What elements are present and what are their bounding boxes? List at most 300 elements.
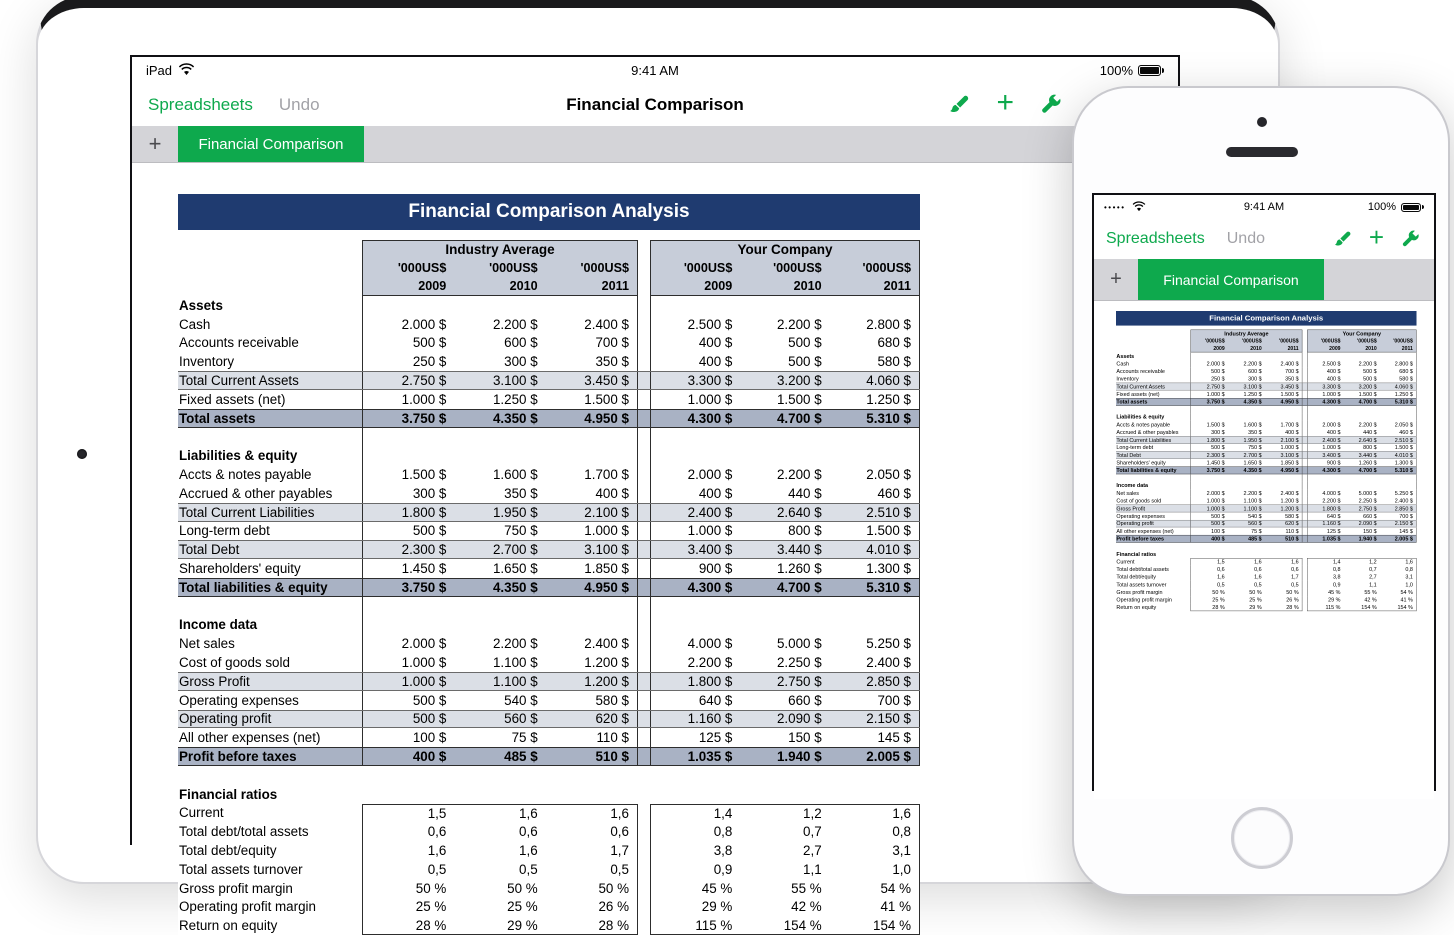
value-cell[interactable]: 3,8 (713, 843, 733, 858)
value-cell[interactable]: 55 % (1364, 589, 1377, 596)
value-cell[interactable]: 1,6 (1254, 573, 1262, 580)
row-label-cell[interactable]: Accts & notes payable (179, 467, 312, 483)
group-title-cell[interactable]: Your Company (737, 242, 833, 257)
row-label-cell[interactable]: Gross profit margin (1116, 589, 1163, 596)
value-cell[interactable]: 2.700 $ (492, 542, 538, 558)
value-cell[interactable]: 2.800 $ (1394, 360, 1413, 367)
value-cell[interactable]: 1,7 (610, 843, 629, 858)
value-cell[interactable]: 42 % (1364, 596, 1377, 603)
value-cell[interactable]: 1,0 (1405, 581, 1413, 588)
value-cell[interactable]: 0,9 (1332, 581, 1341, 588)
value-cell[interactable]: 400 $ (1326, 429, 1341, 436)
value-cell[interactable]: 4.300 $ (1322, 398, 1341, 405)
value-cell[interactable]: 0,5 (610, 861, 629, 877)
value-cell[interactable]: 2.400 $ (1394, 497, 1413, 504)
value-cell[interactable]: 25 % (1249, 596, 1262, 603)
value-cell[interactable]: 900 $ (698, 561, 733, 577)
value-cell[interactable]: 2.000 $ (401, 316, 447, 332)
value-cell[interactable]: 0,8 (1405, 566, 1413, 573)
value-cell[interactable]: 0,8 (713, 824, 733, 840)
value-cell[interactable]: 1,1 (1369, 581, 1377, 588)
value-cell[interactable]: 1.250 $ (492, 391, 538, 407)
value-cell[interactable]: 1.700 $ (584, 467, 629, 483)
spreadsheets-back-button[interactable]: Spreadsheets (148, 94, 253, 114)
row-label-cell[interactable]: Cost of goods sold (1116, 497, 1162, 504)
value-cell[interactable]: 1,6 (892, 805, 911, 821)
value-cell[interactable]: 2.200 $ (687, 655, 733, 671)
value-cell[interactable]: 1.000 $ (401, 673, 447, 689)
value-cell[interactable]: 25 % (1212, 596, 1225, 603)
value-cell[interactable]: 55 % (791, 880, 822, 896)
value-cell[interactable]: 500 $ (1211, 444, 1225, 451)
value-cell[interactable]: 580 $ (1285, 512, 1299, 520)
value-cell[interactable]: 1.940 $ (1358, 535, 1377, 542)
value-cell[interactable]: 3.100 $ (492, 373, 538, 389)
value-cell[interactable]: 154 % (1397, 604, 1413, 611)
value-cell[interactable]: 440 $ (788, 485, 822, 501)
value-cell[interactable]: 680 $ (877, 335, 911, 351)
value-cell[interactable]: 500 $ (412, 523, 447, 539)
value-cell[interactable]: 1,4 (713, 805, 733, 821)
row-label-cell[interactable]: Total assets (179, 410, 256, 426)
value-cell[interactable]: 1.200 $ (1280, 505, 1299, 512)
value-cell[interactable]: 2,7 (803, 843, 822, 858)
value-cell[interactable]: 640 $ (1326, 512, 1341, 520)
value-cell[interactable]: 3.750 $ (1206, 467, 1225, 474)
value-cell[interactable]: 350 $ (595, 354, 629, 370)
value-cell[interactable]: 2.400 $ (866, 655, 911, 671)
value-cell[interactable]: 26 % (1286, 596, 1299, 603)
group-title-cell[interactable]: Your Company (1342, 330, 1382, 337)
value-cell[interactable]: 1.950 $ (1243, 436, 1262, 443)
value-cell[interactable]: 1.035 $ (1322, 535, 1341, 542)
row-label-cell[interactable]: Liabilities & equity (179, 448, 298, 464)
value-cell[interactable]: 1,6 (1405, 558, 1413, 565)
value-cell[interactable]: 150 $ (788, 730, 822, 746)
row-label-cell[interactable]: Cash (1116, 360, 1130, 367)
row-label-cell[interactable]: Operating profit margin (1116, 596, 1172, 603)
row-label-cell[interactable]: Total liabilities & equity (179, 579, 328, 595)
value-cell[interactable]: 500 $ (1363, 375, 1377, 382)
value-cell[interactable]: 400 $ (698, 335, 733, 351)
row-label-cell[interactable]: Income data (179, 617, 258, 633)
value-cell[interactable]: 3.450 $ (1280, 383, 1299, 390)
value-cell[interactable]: 460 $ (877, 485, 911, 501)
row-label-cell[interactable]: Profit before taxes (179, 749, 297, 765)
value-cell[interactable]: 3.100 $ (1243, 383, 1262, 390)
value-cell[interactable]: 1.300 $ (866, 561, 911, 577)
value-cell[interactable]: 0,5 (1254, 581, 1262, 588)
value-cell[interactable]: 500 $ (1363, 368, 1377, 375)
value-cell[interactable]: 2.800 $ (866, 316, 911, 332)
value-cell[interactable]: 2.250 $ (1358, 497, 1377, 504)
year-cell[interactable]: 2009 (1213, 345, 1225, 352)
value-cell[interactable]: 110 $ (596, 730, 629, 746)
unit-cell[interactable]: '000US$ (683, 261, 733, 275)
value-cell[interactable]: 485 $ (1248, 535, 1262, 542)
year-cell[interactable]: 2010 (793, 279, 822, 293)
value-cell[interactable]: 1,5 (427, 805, 447, 821)
value-cell[interactable]: 600 $ (504, 335, 538, 351)
value-cell[interactable]: 400 $ (1285, 429, 1299, 436)
value-cell[interactable]: 2.050 $ (866, 467, 911, 483)
value-cell[interactable]: 350 $ (504, 485, 538, 501)
value-cell[interactable]: 0,6 (1254, 566, 1262, 573)
value-cell[interactable]: 1.100 $ (492, 655, 538, 671)
value-cell[interactable]: 41 % (880, 899, 911, 915)
value-cell[interactable]: 1.250 $ (1243, 391, 1262, 398)
tools-wrench-icon[interactable] (1401, 230, 1420, 249)
row-label-cell[interactable]: Gross Profit (179, 673, 250, 689)
row-label-cell[interactable]: Cash (179, 316, 211, 332)
value-cell[interactable]: 3,8 (1332, 573, 1341, 580)
value-cell[interactable]: 2.150 $ (866, 711, 911, 727)
value-cell[interactable]: 41 % (1400, 596, 1413, 603)
unit-cell[interactable]: '000US$ (397, 261, 447, 275)
add-sheet-button[interactable]: + (148, 131, 162, 156)
row-label-cell[interactable]: Long-term debt (1116, 444, 1154, 451)
value-cell[interactable]: 500 $ (412, 692, 447, 708)
value-cell[interactable]: 2.400 $ (1322, 436, 1341, 443)
value-cell[interactable]: 75 $ (511, 730, 538, 746)
value-cell[interactable]: 620 $ (595, 711, 629, 727)
value-cell[interactable]: 1.850 $ (584, 561, 629, 577)
row-label-cell[interactable]: Total debt/total assets (1116, 566, 1169, 573)
value-cell[interactable]: 1,6 (1254, 558, 1262, 565)
value-cell[interactable]: 45 % (701, 880, 733, 896)
value-cell[interactable]: 440 $ (1363, 429, 1377, 436)
sheet-title-cell[interactable]: Financial Comparison Analysis (178, 194, 920, 230)
value-cell[interactable]: 1.800 $ (401, 504, 447, 520)
value-cell[interactable]: 5.000 $ (776, 636, 822, 652)
value-cell[interactable]: 3,1 (892, 843, 911, 858)
value-cell[interactable]: 3.300 $ (687, 373, 733, 389)
value-cell[interactable]: 100 $ (1211, 528, 1225, 535)
group-title-cell[interactable]: Industry Average (1224, 330, 1269, 337)
unit-cell[interactable]: '000US$ (862, 261, 911, 275)
value-cell[interactable]: 1.950 $ (492, 504, 538, 520)
row-label-cell[interactable]: Financial ratios (1116, 551, 1157, 558)
value-cell[interactable]: 1.500 $ (1394, 444, 1413, 451)
undo-button[interactable]: Undo (1226, 230, 1265, 247)
value-cell[interactable]: 50 % (1212, 589, 1225, 596)
value-cell[interactable]: 580 $ (1399, 375, 1413, 382)
value-cell[interactable]: 2.640 $ (776, 504, 822, 520)
value-cell[interactable]: 1,1 (803, 861, 822, 877)
row-label-cell[interactable]: Gross Profit (1116, 505, 1146, 512)
value-cell[interactable]: 28 % (598, 917, 629, 933)
row-label-cell[interactable]: Assets (179, 297, 223, 313)
value-cell[interactable]: 2.400 $ (1280, 360, 1299, 367)
unit-cell[interactable]: '000US$ (489, 261, 538, 275)
value-cell[interactable]: 300 $ (1248, 375, 1262, 382)
value-cell[interactable]: 1.160 $ (1322, 520, 1341, 527)
row-label-cell[interactable]: Total debt/equity (179, 843, 277, 858)
value-cell[interactable]: 750 $ (504, 523, 538, 539)
value-cell[interactable]: 1.500 $ (1280, 391, 1299, 398)
value-cell[interactable]: 4.350 $ (492, 579, 538, 595)
value-cell[interactable]: 460 $ (1399, 429, 1413, 436)
value-cell[interactable]: 28 % (1212, 604, 1225, 611)
value-cell[interactable]: 2.090 $ (776, 711, 822, 727)
value-cell[interactable]: 1.000 $ (1206, 505, 1225, 512)
value-cell[interactable]: 1.800 $ (1206, 436, 1225, 443)
value-cell[interactable]: 125 $ (1326, 528, 1341, 535)
row-label-cell[interactable]: Operating profit (1116, 520, 1154, 527)
value-cell[interactable]: 54 % (880, 880, 911, 896)
value-cell[interactable]: 3.100 $ (1280, 452, 1299, 459)
year-cell[interactable]: 2011 (1401, 345, 1413, 352)
value-cell[interactable]: 1.000 $ (401, 391, 447, 407)
value-cell[interactable]: 1.100 $ (1243, 497, 1262, 504)
row-label-cell[interactable]: All other expenses (net) (179, 730, 321, 746)
value-cell[interactable]: 2.300 $ (401, 542, 447, 558)
add-sheet-button[interactable]: + (1110, 268, 1122, 290)
value-cell[interactable]: 1,6 (519, 805, 538, 821)
row-label-cell[interactable]: Total Debt (179, 542, 240, 558)
value-cell[interactable]: 1.500 $ (776, 391, 822, 407)
row-label-cell[interactable]: Total liabilities & equity (1116, 467, 1177, 474)
value-cell[interactable]: 50 % (598, 880, 629, 896)
value-cell[interactable]: 1.500 $ (1358, 391, 1377, 398)
row-label-cell[interactable]: Total Current Liabilities (179, 504, 315, 520)
value-cell[interactable]: 1.000 $ (401, 655, 447, 671)
row-label-cell[interactable]: Net sales (179, 636, 235, 652)
value-cell[interactable]: 29 % (1328, 596, 1341, 603)
year-cell[interactable]: 2009 (418, 279, 447, 293)
value-cell[interactable]: 1,6 (519, 843, 538, 858)
value-cell[interactable]: 620 $ (1285, 520, 1299, 527)
value-cell[interactable]: 50 % (1249, 589, 1262, 596)
value-cell[interactable]: 1,0 (892, 861, 911, 877)
value-cell[interactable]: 3.400 $ (687, 542, 733, 558)
year-cell[interactable]: 2010 (1250, 345, 1262, 352)
value-cell[interactable]: 2.200 $ (1243, 490, 1262, 497)
value-cell[interactable]: 400 $ (1326, 368, 1341, 375)
value-cell[interactable]: 1.600 $ (1243, 421, 1262, 428)
value-cell[interactable]: 500 $ (788, 335, 822, 351)
value-cell[interactable]: 3.750 $ (1206, 398, 1225, 405)
value-cell[interactable]: 1,5 (1217, 558, 1225, 565)
value-cell[interactable]: 1,6 (427, 843, 447, 858)
value-cell[interactable]: 1.250 $ (866, 391, 911, 407)
row-label-cell[interactable]: Accts & notes payable (1116, 421, 1171, 428)
value-cell[interactable]: 510 $ (595, 749, 629, 765)
value-cell[interactable]: 26 % (598, 899, 629, 915)
value-cell[interactable]: 4.700 $ (776, 410, 822, 426)
year-cell[interactable]: 2010 (1365, 345, 1377, 352)
value-cell[interactable]: 540 $ (504, 692, 538, 708)
value-cell[interactable]: 1.800 $ (687, 673, 733, 689)
value-cell[interactable]: 2.050 $ (1394, 421, 1413, 428)
value-cell[interactable]: 400 $ (595, 485, 629, 501)
value-cell[interactable]: 700 $ (1399, 512, 1413, 520)
value-cell[interactable]: 500 $ (1211, 368, 1225, 375)
row-label-cell[interactable]: Fixed assets (net) (179, 391, 286, 407)
value-cell[interactable]: 350 $ (1248, 429, 1262, 436)
value-cell[interactable]: 2.100 $ (1280, 436, 1299, 443)
value-cell[interactable]: 3.300 $ (1322, 383, 1341, 390)
value-cell[interactable]: 1.300 $ (1394, 459, 1413, 466)
row-label-cell[interactable]: Accrued & other payables (1116, 429, 1179, 436)
value-cell[interactable]: 4.950 $ (1280, 467, 1299, 474)
value-cell[interactable]: 500 $ (412, 711, 447, 727)
value-cell[interactable]: 1,4 (1332, 558, 1341, 565)
value-cell[interactable]: 4.000 $ (1322, 490, 1341, 497)
insert-plus-icon[interactable]: + (996, 86, 1014, 119)
row-label-cell[interactable]: Income data (1116, 482, 1149, 489)
row-label-cell[interactable]: Accrued & other payables (179, 485, 333, 501)
row-label-cell[interactable]: Inventory (179, 354, 235, 370)
value-cell[interactable]: 2.150 $ (1394, 520, 1413, 527)
value-cell[interactable]: 300 $ (504, 354, 538, 370)
value-cell[interactable]: 2.500 $ (687, 316, 733, 332)
value-cell[interactable]: 2.000 $ (1206, 490, 1225, 497)
value-cell[interactable]: 29 % (1249, 604, 1262, 611)
value-cell[interactable]: 0,5 (519, 861, 538, 877)
value-cell[interactable]: 2.000 $ (687, 467, 733, 483)
value-cell[interactable]: 3.450 $ (584, 373, 629, 389)
value-cell[interactable]: 0,6 (610, 824, 629, 840)
value-cell[interactable]: 300 $ (412, 485, 447, 501)
group-title-cell[interactable]: Industry Average (445, 242, 555, 257)
value-cell[interactable]: 800 $ (1363, 444, 1377, 451)
row-label-cell[interactable]: Fixed assets (net) (1116, 391, 1160, 398)
value-cell[interactable]: 0,5 (1291, 581, 1299, 588)
unit-cell[interactable]: '000US$ (1357, 338, 1377, 344)
year-cell[interactable]: 2009 (1329, 345, 1341, 352)
value-cell[interactable]: 3.400 $ (1322, 452, 1341, 459)
value-cell[interactable]: 1,7 (1291, 573, 1299, 580)
value-cell[interactable]: 1.200 $ (584, 673, 629, 689)
value-cell[interactable]: 400 $ (412, 749, 447, 765)
year-cell[interactable]: 2011 (601, 279, 629, 293)
value-cell[interactable]: 300 $ (1211, 429, 1225, 436)
value-cell[interactable]: 4.350 $ (492, 410, 538, 426)
value-cell[interactable]: 4.350 $ (1243, 398, 1262, 405)
value-cell[interactable]: 5.310 $ (866, 579, 911, 595)
value-cell[interactable]: 2.300 $ (1206, 452, 1225, 459)
value-cell[interactable]: 2.090 $ (1358, 520, 1377, 527)
value-cell[interactable]: 0,8 (892, 824, 911, 840)
value-cell[interactable]: 2.850 $ (1394, 505, 1413, 512)
value-cell[interactable]: 4.950 $ (1280, 398, 1299, 405)
value-cell[interactable]: 1.000 $ (1280, 444, 1299, 451)
value-cell[interactable]: 154 % (873, 917, 911, 933)
value-cell[interactable]: 50 % (415, 880, 447, 896)
row-label-cell[interactable]: Return on equity (179, 918, 278, 934)
value-cell[interactable]: 42 % (791, 899, 822, 915)
value-cell[interactable]: 2.000 $ (1322, 421, 1341, 428)
row-label-cell[interactable]: Operating expenses (1116, 512, 1165, 520)
value-cell[interactable]: 3.200 $ (1358, 383, 1377, 390)
value-cell[interactable]: 2.510 $ (1394, 436, 1413, 443)
row-label-cell[interactable]: Accounts receivable (1116, 368, 1165, 375)
sheet-title-cell[interactable]: Financial Comparison Analysis (1116, 311, 1417, 326)
value-cell[interactable]: 25 % (415, 899, 447, 915)
row-label-cell[interactable]: Total Current Liabilities (1116, 436, 1172, 443)
value-cell[interactable]: 2.200 $ (1358, 360, 1377, 367)
value-cell[interactable]: 400 $ (1211, 535, 1225, 542)
value-cell[interactable]: 1.650 $ (492, 561, 538, 577)
value-cell[interactable]: 2.100 $ (584, 504, 629, 520)
value-cell[interactable]: 2.200 $ (1243, 360, 1262, 367)
value-cell[interactable]: 1.700 $ (1280, 421, 1299, 428)
value-cell[interactable]: 680 $ (1399, 368, 1413, 375)
row-label-cell[interactable]: Inventory (1116, 375, 1139, 382)
value-cell[interactable]: 3,1 (1405, 573, 1413, 580)
value-cell[interactable]: 1.000 $ (1322, 444, 1341, 451)
value-cell[interactable]: 5.250 $ (1394, 490, 1413, 497)
year-cell[interactable]: 2011 (883, 279, 911, 293)
value-cell[interactable]: 28 % (415, 917, 447, 933)
value-cell[interactable]: 2.400 $ (687, 504, 733, 520)
value-cell[interactable]: 540 $ (1248, 512, 1262, 520)
value-cell[interactable]: 0,6 (1217, 566, 1225, 573)
value-cell[interactable]: 1.250 $ (1394, 391, 1413, 398)
value-cell[interactable]: 1.500 $ (584, 391, 629, 407)
value-cell[interactable]: 0,6 (1291, 566, 1299, 573)
value-cell[interactable]: 75 $ (1251, 528, 1262, 535)
tools-wrench-icon[interactable] (1040, 94, 1062, 116)
value-cell[interactable]: 110 $ (1285, 528, 1299, 535)
value-cell[interactable]: 4.950 $ (584, 579, 629, 595)
value-cell[interactable]: 2.000 $ (1206, 360, 1225, 367)
value-cell[interactable]: 3.750 $ (401, 410, 447, 426)
value-cell[interactable]: 125 $ (698, 730, 733, 746)
value-cell[interactable]: 2.640 $ (1358, 436, 1377, 443)
value-cell[interactable]: 2.510 $ (866, 504, 911, 520)
row-label-cell[interactable]: Financial ratios (179, 786, 278, 802)
value-cell[interactable]: 1.500 $ (1206, 421, 1225, 428)
value-cell[interactable]: 0,7 (1369, 566, 1377, 573)
row-label-cell[interactable]: Operating expenses (179, 692, 299, 708)
value-cell[interactable]: 29 % (701, 899, 733, 915)
value-cell[interactable]: 4.300 $ (687, 579, 733, 595)
insert-plus-icon[interactable]: + (1368, 222, 1384, 252)
value-cell[interactable]: 640 $ (698, 692, 733, 708)
value-cell[interactable]: 2.200 $ (776, 467, 822, 483)
value-cell[interactable]: 350 $ (1285, 375, 1299, 382)
value-cell[interactable]: 1.100 $ (1243, 505, 1262, 512)
row-label-cell[interactable]: Current (1116, 558, 1135, 565)
value-cell[interactable]: 250 $ (1211, 375, 1225, 382)
value-cell[interactable]: 400 $ (698, 354, 733, 370)
unit-cell[interactable]: '000US$ (1393, 338, 1413, 344)
value-cell[interactable]: 0,7 (803, 824, 822, 840)
value-cell[interactable]: 45 % (1328, 589, 1341, 596)
value-cell[interactable]: 2.000 $ (401, 636, 447, 652)
value-cell[interactable]: 485 $ (504, 749, 538, 765)
row-label-cell[interactable]: Total assets turnover (1116, 581, 1167, 588)
row-label-cell[interactable]: Long-term debt (179, 523, 270, 539)
value-cell[interactable]: 1,6 (610, 805, 629, 821)
row-label-cell[interactable]: All other expenses (net) (1116, 528, 1174, 535)
value-cell[interactable]: 2.400 $ (584, 636, 629, 652)
year-cell[interactable]: 2009 (704, 279, 733, 293)
value-cell[interactable]: 1.200 $ (1280, 497, 1299, 504)
value-cell[interactable]: 500 $ (788, 354, 822, 370)
value-cell[interactable]: 4.300 $ (687, 410, 733, 426)
value-cell[interactable]: 4.350 $ (1243, 467, 1262, 474)
unit-cell[interactable]: '000US$ (1205, 338, 1225, 344)
value-cell[interactable]: 154 % (783, 917, 822, 933)
value-cell[interactable]: 250 $ (412, 354, 447, 370)
value-cell[interactable]: 2.750 $ (401, 373, 447, 389)
row-label-cell[interactable]: Accounts receivable (179, 335, 299, 351)
value-cell[interactable]: 2.200 $ (492, 636, 538, 652)
value-cell[interactable]: 500 $ (1211, 520, 1225, 527)
